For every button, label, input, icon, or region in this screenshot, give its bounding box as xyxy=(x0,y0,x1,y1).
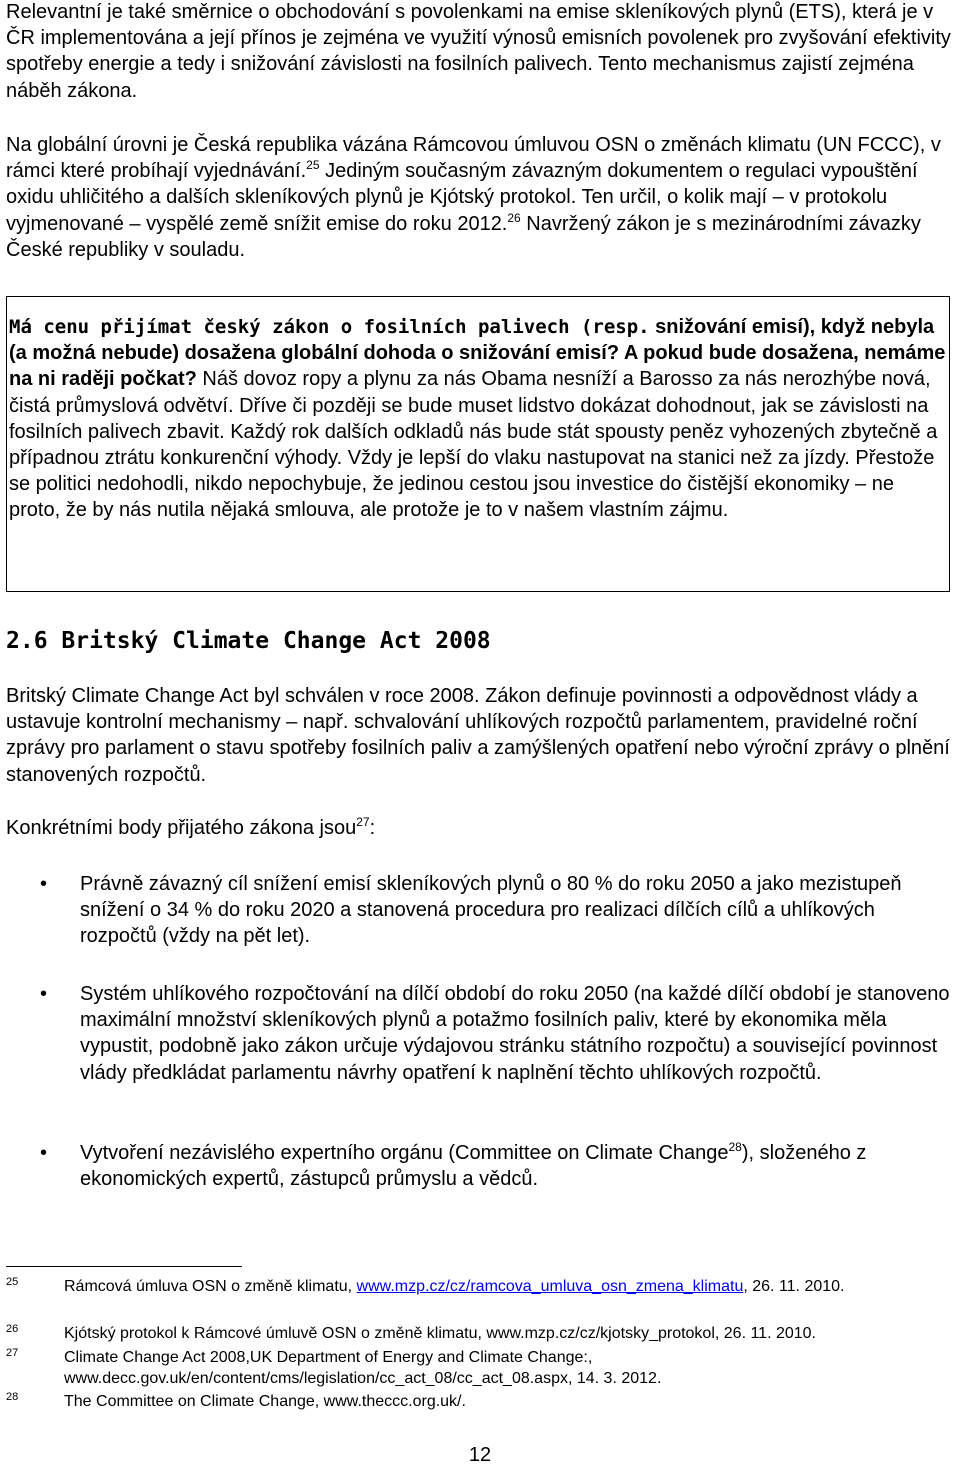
page-number: 12 xyxy=(468,1444,492,1466)
footnote-ref-26[interactable]: 26 xyxy=(507,210,521,225)
list-item-text: Vytvoření nezávislého expertního orgánu (Committee on Climate Change$^{28}$), složeného z ekonomických expertů, zástupců průmyslu a vědců. xyxy=(80,1140,867,1191)
footnote-ref-27[interactable]: 27 xyxy=(356,815,370,829)
list-item-text: Právně závazný cíl snížení emisí skleníkových plynů o 80 % do roku 2050 a jako mezistupeň snížení o 34 % do roku 2020 a stanovená procedura pro realizaci dílčích cílů a uhlíkových rozpočtů (vždy na pět let). xyxy=(80,873,902,948)
box-answer: Náš dovoz ropy a plynu za nás Obama nesníží a Barosso za nás nerozhýbe nová, čistá průmyslová odvětví. Dříve či později se bude muset lidstvo dokázat dohodnout, jak se závislosti na fosilních palivech zbavit. Každý rok dalších odkladů nás bude stát spousty peněz vyhozených zbytečně a případnou ztrátu konkurenční výhody. Vždy je lepší do vlaku nastupovat na stanici než za jízdy. Přestože se politici nedohodli, nikdo nepochybuje, že jedinou cestou jsou investice do čistější ekonomiky – ne proto, že by nás nutila nějaká smlouva, ale protože je to v našem vlastním zájmu. xyxy=(9,368,938,522)
list-item-text: Systém uhlíkového rozpočtování na dílčí období do roku 2050 (na každé dílčí období je stanoveno maximální množství skleníkových plynů a potažmo fosilních paliv, které by ekonomika měla vypustit, podobně jako zákon určuje výdajovou stránku státního rozpočtu) a související povinnost vlády předkládat parlamentu návrhy opatření k naplnění těchto uhlíkových rozpočtů. xyxy=(80,983,950,1084)
points-lead: Konkrétními body přijatého zákona jsou$^{27}$: xyxy=(6,815,376,839)
footnote-link[interactable]: www.mzp.cz/cz/ramcova_umluva_osn_zmena_klimatu xyxy=(356,1278,744,1295)
footnote-text: The Committee on Climate Change, www.theccc.org.uk/. xyxy=(64,1393,466,1410)
paragraph-ets: Relevantní je také směrnice o obchodování s povolenkami na emise skleníkových plynů (ETS), která je v ČR implementována a její přínos je zejména ve využití výnosů emisních povolenek pro zvyšování efektivity spotřeby energie a tedy i snižování závislosti na fosilních palivech. Tento mechanismus zajistí zejména náběh zákona. xyxy=(6,1,951,102)
bullet-icon: • xyxy=(40,983,48,1005)
footnote-divider xyxy=(6,1266,242,1267)
footnote-text: Climate Change Act 2008,UK Department of Energy and Climate Change:, www.decc.gov.uk/en/content/cms/legislation/cc_act_08/cc_act_08.aspx, 14. 3. 2012. xyxy=(64,1349,662,1387)
bullet-icon: • xyxy=(40,1142,48,1164)
footnote-number: 25 xyxy=(6,1276,19,1288)
section-intro: Britský Climate Change Act byl schválen v roce 2008. Zákon definuje povinnosti a odpovědnost vlády a ustavuje kontrolní mechanismy – např. schvalování uhlíkových rozpočtů parlamentem, pravidelné roční zprávy pro parlament o stavu spotřeby fosilních paliv a zamýšlených opatření nebo výroční zprávy o plnění stanovených rozpočtů. xyxy=(6,685,950,786)
box-question-mono: Má cenu přijímat český zákon o fosilních palivech (resp. xyxy=(9,316,650,338)
paragraph-global-level: Na globální úrovni je Česká republika vázána Rámcovou úmluvou OSN o změnách klimatu (UN FCCC), v rámci které probíhají vyjednávání.$^{25}$ Jediným současným závazným dokumentem o regulaci vypouštění oxidu uhličitého a dalších skleníkových plynů je Kjótský protokol. Ten určil, o kolik mají – v protokolu vyjmenované – vyspělé země snížit emise do roku 2012.26 Navržený zákon je s mezinárodními závazky České republiky v souladu. xyxy=(6,134,941,261)
footnote-text: Rámcová úmluva OSN o změně klimatu, www.mzp.cz/cz/ramcova_umluva_osn_zmena_klimatu, 26. 11. 2010. xyxy=(64,1278,845,1295)
footnote-ref-25[interactable]: 25 xyxy=(306,158,320,173)
footnote-number: 26 xyxy=(6,1323,19,1335)
footnote-text: Kjótský protokol k Rámcové úmluvě OSN o změně klimatu, www.mzp.cz/cz/kjotsky_protokol, 26. 11. 2010. xyxy=(64,1325,816,1342)
bullet-icon: • xyxy=(40,873,48,895)
footnote-ref-28[interactable]: 28 xyxy=(728,1140,742,1154)
footnote-number: 27 xyxy=(6,1347,19,1359)
section-heading: 2.6 Britský Climate Change Act 2008 xyxy=(6,628,491,654)
footnote-number: 28 xyxy=(6,1391,19,1403)
box-question-bold: snižování emisí), když nebyla (a možná nebude) dosažena globální dohoda o snižování emisí? A pokud bude dosažena, nemáme na ni raději počkat? xyxy=(9,316,946,391)
highlight-box xyxy=(6,296,950,592)
highlight-box-text xyxy=(9,314,949,524)
